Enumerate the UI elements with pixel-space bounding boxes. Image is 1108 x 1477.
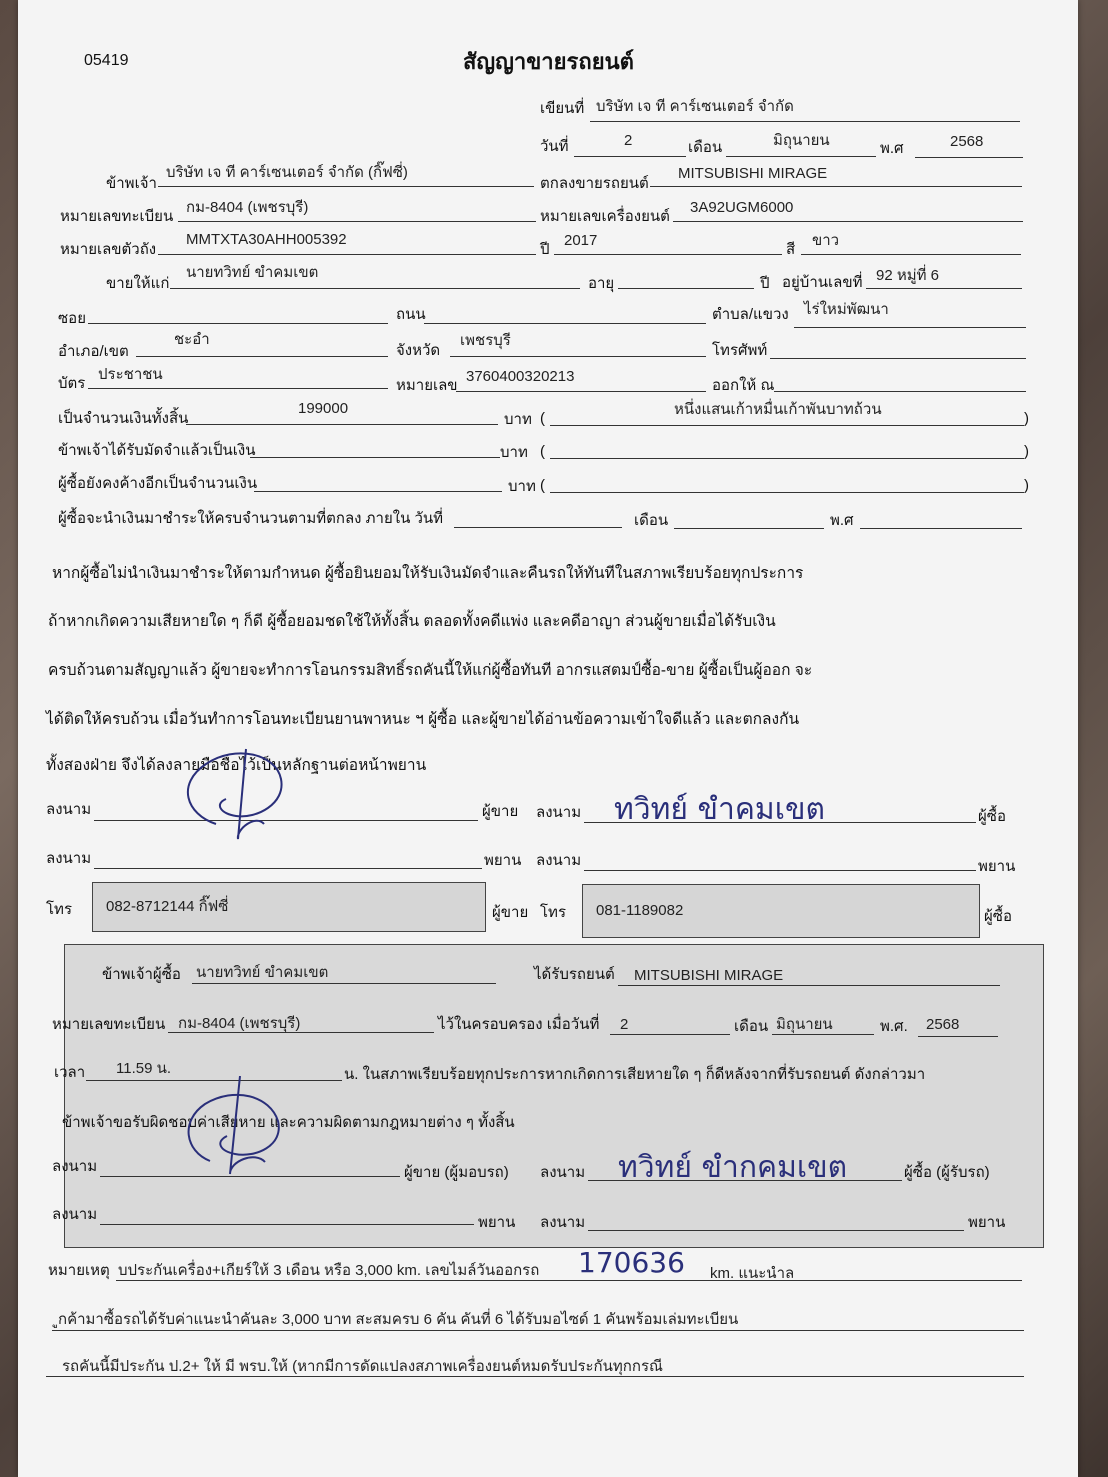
close-paren-2: )	[1024, 443, 1029, 460]
receipt-day-line	[610, 1034, 730, 1035]
date-month: มิถุนายน	[773, 132, 830, 149]
seller-name: บริษัท เจ ที คาร์เซนเตอร์ จำกัด (กิ๊ฟซี่)	[166, 164, 408, 181]
vehicle-color: ขาว	[812, 232, 840, 249]
total-baht: บาท	[504, 411, 532, 428]
receipt-day: 2	[620, 1016, 629, 1033]
deposit-line	[250, 457, 500, 458]
remaining-line	[254, 491, 502, 492]
buyer-province: เพชรบุรี	[460, 332, 511, 349]
month-label: เดือน	[688, 139, 723, 156]
seller-line	[158, 186, 534, 187]
written-at-label: เขียนที่	[540, 100, 585, 117]
seller-role-label: ผู้ขาย	[482, 803, 519, 820]
open-paren-3: (	[540, 477, 545, 494]
deposit-label: ข้าพเจ้าได้รับมัดจำแล้วเป็นเงิน	[58, 442, 256, 459]
date-year: 2568	[950, 133, 984, 150]
total-label: เป็นจำนวนเงินทั้งสิ้น	[58, 410, 189, 427]
receipt-car: MITSUBISHI MIRAGE	[634, 967, 784, 984]
engine-label: หมายเลขเครื่องยนต์	[540, 208, 670, 225]
seller-car: MITSUBISHI MIRAGE	[678, 165, 828, 182]
deposit-baht: บาท	[500, 444, 528, 461]
close-paren-3: )	[1024, 477, 1029, 494]
total-amount: 199000	[298, 400, 349, 417]
road-label: ถนน	[396, 306, 426, 323]
phone-label-buyer: โทร	[540, 904, 567, 921]
phone-seller-role: ผู้ขาย	[492, 904, 529, 921]
witness-sign-label-2: ลงนาม	[536, 852, 582, 869]
receipt-buyer: นายทวิทย์ ขำคมเขต	[196, 964, 329, 981]
remaining-label: ผู้ซื้อยังคงค้างอีกเป็นจำนวนเงิน	[58, 475, 258, 492]
year-label: พ.ศ	[880, 140, 904, 157]
due-day-line	[454, 527, 622, 528]
receipt-seller-sign-label: ลงนาม	[52, 1158, 98, 1175]
district-label: อำเภอ/เขต	[58, 343, 129, 360]
receipt-seller-sign-line	[100, 1176, 400, 1177]
terms-line-2: ถ้าหากเกิดความเสียหายใด ๆ ก็ดี ผู้ซื้อยอมชดใช้ให้ทั้งสิ้น ตลอดทั้งคดีแพ่ง และคดีอาญา ส่วนผู้ขายเมื่อได้รับเงิน	[48, 613, 776, 630]
receipt-buyer-line	[192, 983, 496, 984]
id-line	[456, 391, 706, 392]
notes-line1-tail: km. แนะนำล	[710, 1265, 795, 1282]
vehicle-year-label: ปี	[540, 241, 550, 258]
terms-line-4: ได้ติดให้ครบถ้วน เมื่อวันทำการโอนทะเบียนยานพาหนะ ฯ ผู้ซื้อ และผู้ขายได้อ่านข้อความเข้าใจดีแล้ว และตกลงกัน	[46, 711, 800, 728]
receipt-year-label: พ.ศ.	[880, 1018, 908, 1035]
contract-paper	[18, 0, 1078, 1477]
subdistrict-label: ตำบล/แขวง	[712, 306, 789, 323]
buyer-card: ประชาชน	[98, 366, 163, 383]
subdistrict-line	[794, 327, 1026, 328]
vehicle-reg: กม-8404 (เพชรบุรี)	[186, 199, 309, 216]
day-line	[574, 156, 686, 157]
vehicle-chassis: MMTXTA30AHH005392	[186, 231, 347, 248]
phone-label-seller: โทร	[46, 901, 73, 918]
province-label: จังหวัด	[396, 342, 441, 359]
receipt-time: 11.59 น.	[116, 1060, 172, 1077]
receipt-condition: น. ในสภาพเรียบร้อยทุกประการหากเกิดการเสียหายใด ๆ ก็ดีหลังจากที่รับรถยนต์ ดังกล่าวมา	[344, 1066, 926, 1083]
seller-sign-label: ลงนาม	[46, 801, 92, 818]
district-line	[136, 356, 388, 357]
vehicle-year: 2017	[564, 232, 598, 249]
soi-label: ซอย	[58, 310, 86, 327]
province-line	[450, 356, 706, 357]
document-number: 05419	[84, 52, 129, 69]
receipt-witness-sign-label-1: ลงนาม	[52, 1206, 98, 1223]
total-words-line	[550, 425, 1024, 426]
sell-to-label: ขายให้แก่	[106, 275, 170, 292]
phone-label: โทรศัพท์	[712, 342, 768, 359]
remaining-words-line	[550, 492, 1024, 493]
address-label: อยู่บ้านเลขที่	[782, 274, 863, 291]
witness-line-2	[584, 870, 976, 871]
notes-label: หมายเหตุ	[48, 1262, 110, 1279]
age-label: อายุ	[588, 275, 615, 292]
receipt-witness-line-2	[588, 1230, 964, 1231]
age-unit: ปี	[760, 275, 770, 292]
due-year-line	[860, 528, 1022, 529]
buyer-phone: 081-1189082	[596, 902, 684, 919]
receipt-liability: ข้าพเจ้าขอรับผิดชอบค่าเสียหาย และความผิดตามกฎหมายต่าง ๆ ทั้งสิ้น	[62, 1114, 515, 1131]
receipt-possession-label: ไว้ในครอบครอง เมื่อวันที่	[438, 1016, 600, 1033]
phone-line	[770, 358, 1026, 359]
color-label: สี	[786, 241, 796, 258]
due-label: ผู้ซื้อจะนำเงินมาชำระให้ครบจำนวนตามที่ตกลง ภายใน วันที่	[58, 510, 444, 527]
receipt-reg-label: หมายเลขทะเบียน	[52, 1016, 166, 1033]
buyer-role-label: ผู้ซื้อ	[978, 808, 1006, 825]
receipt-buyer-signature: ทวิทย์ ขำกคมเขต	[618, 1150, 848, 1185]
remaining-baht: บาท	[508, 478, 536, 495]
card-line	[88, 388, 388, 389]
terms-line-1: หากผู้ซื้อไม่นำเงินมาชำระให้ตามกำหนด ผู้ซื้อยินยอมให้รับเงินมัดจำและคืนรถให้ทันทีในสภาพเรียบร้อยทุกประการ	[52, 565, 804, 582]
issued-label: ออกให้ ณ	[712, 377, 775, 394]
date-day: 2	[624, 132, 633, 149]
id-label: หมายเลข	[396, 377, 458, 394]
open-paren: (	[540, 410, 545, 427]
receipt-time-label: เวลา	[54, 1064, 86, 1081]
written-at-value: บริษัท เจ ที คาร์เซนเตอร์ จำกัด	[596, 98, 794, 115]
buyer-id: 3760400320213	[466, 368, 575, 385]
phone-buyer-role: ผู้ซื้อ	[984, 908, 1012, 925]
notes-line3-text: รถคันนี้มีประกัน ป.2+ ให้ มี พรบ.ให้ (หากมีการดัดแปลงสภาพเครื่องยนต์หมดรับประกันทุกกรณี	[62, 1358, 663, 1375]
vehicle-year-line	[554, 254, 782, 255]
buyer-address: 92 หมู่ที่ 6	[876, 267, 940, 284]
engine-line	[673, 221, 1023, 222]
address-line	[866, 288, 1022, 289]
terms-line-5: ทั้งสองฝ่าย จึงได้ลงลายมือชื่อไว้เป็นหลักฐานต่อหน้าพยาน	[46, 757, 427, 774]
notes-mileage: 170636	[578, 1246, 685, 1279]
receipt-month-line	[772, 1034, 874, 1035]
notes-line-1	[116, 1280, 1022, 1281]
notes-line-2	[52, 1330, 1024, 1331]
receipt-witness-sign-label-2: ลงนาม	[540, 1214, 586, 1231]
close-paren: )	[1024, 410, 1029, 427]
receipt-month: มิถุนายน	[776, 1016, 833, 1033]
month-line	[726, 156, 876, 157]
due-month-line	[674, 528, 824, 529]
chassis-label: หมายเลขตัวถัง	[60, 241, 157, 258]
seller-signature-scribble	[166, 744, 306, 844]
car-line	[650, 186, 1022, 187]
soi-line	[88, 323, 388, 324]
witness-line-1	[94, 868, 482, 869]
due-month-label: เดือน	[634, 512, 669, 529]
age-line	[618, 288, 754, 289]
receipt-year-line	[918, 1036, 998, 1037]
witness-label-1: พยาน	[484, 852, 522, 869]
receipt-buyer-sign-label: ลงนาม	[540, 1164, 586, 1181]
year-line	[915, 157, 1023, 158]
receipt-received-label: ได้รับรถยนต์	[534, 966, 615, 983]
open-paren-2: (	[540, 443, 545, 460]
total-words: หนึ่งแสนเก้าหมื่นเก้าพันบาทถ้วน	[674, 401, 882, 418]
witness-sign-label-1: ลงนาม	[46, 850, 92, 867]
seller-label: ข้าพเจ้า	[106, 175, 157, 192]
road-line	[424, 323, 706, 324]
reg-label: หมายเลขทะเบียน	[60, 208, 174, 225]
notes-line1-text: บประกันเครื่อง+เกียร์ให้ 3 เดือน หรือ 3,000 km. เลขไมล์วันออกรถ	[118, 1262, 540, 1279]
receipt-car-line	[618, 985, 1000, 986]
buyer-district: ชะอำ	[174, 331, 210, 348]
written-at-line	[590, 121, 1020, 122]
chassis-line	[158, 254, 536, 255]
buyer-sign-label: ลงนาม	[536, 804, 582, 821]
total-line	[186, 424, 498, 425]
receipt-seller-signature-scribble	[170, 1076, 300, 1176]
card-label: บัตร	[58, 375, 86, 392]
notes-line-3	[46, 1376, 1024, 1377]
receipt-buyer-role: ผู้ซื้อ (ผู้รับรถ)	[904, 1164, 990, 1181]
receipt-witness-label-1: พยาน	[478, 1214, 516, 1231]
receipt-reg: กม-8404 (เพชรบุรี)	[178, 1015, 301, 1032]
date-label: วันที่	[540, 138, 569, 155]
buyer-name: นายทวิทย์ ขำคมเขต	[186, 264, 319, 281]
reg-line	[178, 221, 536, 222]
notes-line2-text: ูกค้ามาซื้อรถได้รับค่าแนะนำคันละ 3,000 บาท สะสมครบ 6 คัน คันที่ 6 ได้รับมอไซด์ 1 คันพร้อมเล่มทะเบียน	[58, 1311, 739, 1328]
receipt-witness-line-1	[100, 1224, 474, 1225]
buyer-subdistrict: ไร่ใหม่พัฒนา	[804, 301, 889, 318]
vehicle-engine: 3A92UGM6000	[690, 199, 794, 216]
buyer-signature: ทวิทย์ ขำคมเขต	[614, 792, 825, 827]
seller-phone: 082-8712144 กิ๊ฟซี่	[106, 898, 229, 915]
due-year-label: พ.ศ	[830, 512, 854, 529]
receipt-witness-label-2: พยาน	[968, 1214, 1006, 1231]
buyer-line	[170, 288, 580, 289]
receipt-month-label: เดือน	[734, 1018, 769, 1035]
receipt-buyer-label: ข้าพเจ้าผู้ซื้อ	[102, 966, 181, 983]
witness-label-2: พยาน	[978, 858, 1016, 875]
deposit-words-line	[550, 458, 1024, 459]
issued-line	[774, 391, 1026, 392]
document-title: สัญญาขายรถยนต์	[463, 49, 634, 74]
agree-label: ตกลงขายรถยนต์	[540, 175, 649, 192]
color-line	[801, 254, 1021, 255]
receipt-year: 2568	[926, 1016, 960, 1033]
receipt-seller-role: ผู้ขาย (ผู้มอบรถ)	[404, 1164, 509, 1181]
terms-line-3: ครบถ้วนตามสัญญาแล้ว ผู้ขายจะทำการโอนกรรมสิทธิ์รถคันนี้ให้แก่ผู้ซื้อทันที อากรแสตมป์ซื้อ-ขาย ผู้ซื้อเป็นผู้ออก จะ	[48, 662, 813, 679]
